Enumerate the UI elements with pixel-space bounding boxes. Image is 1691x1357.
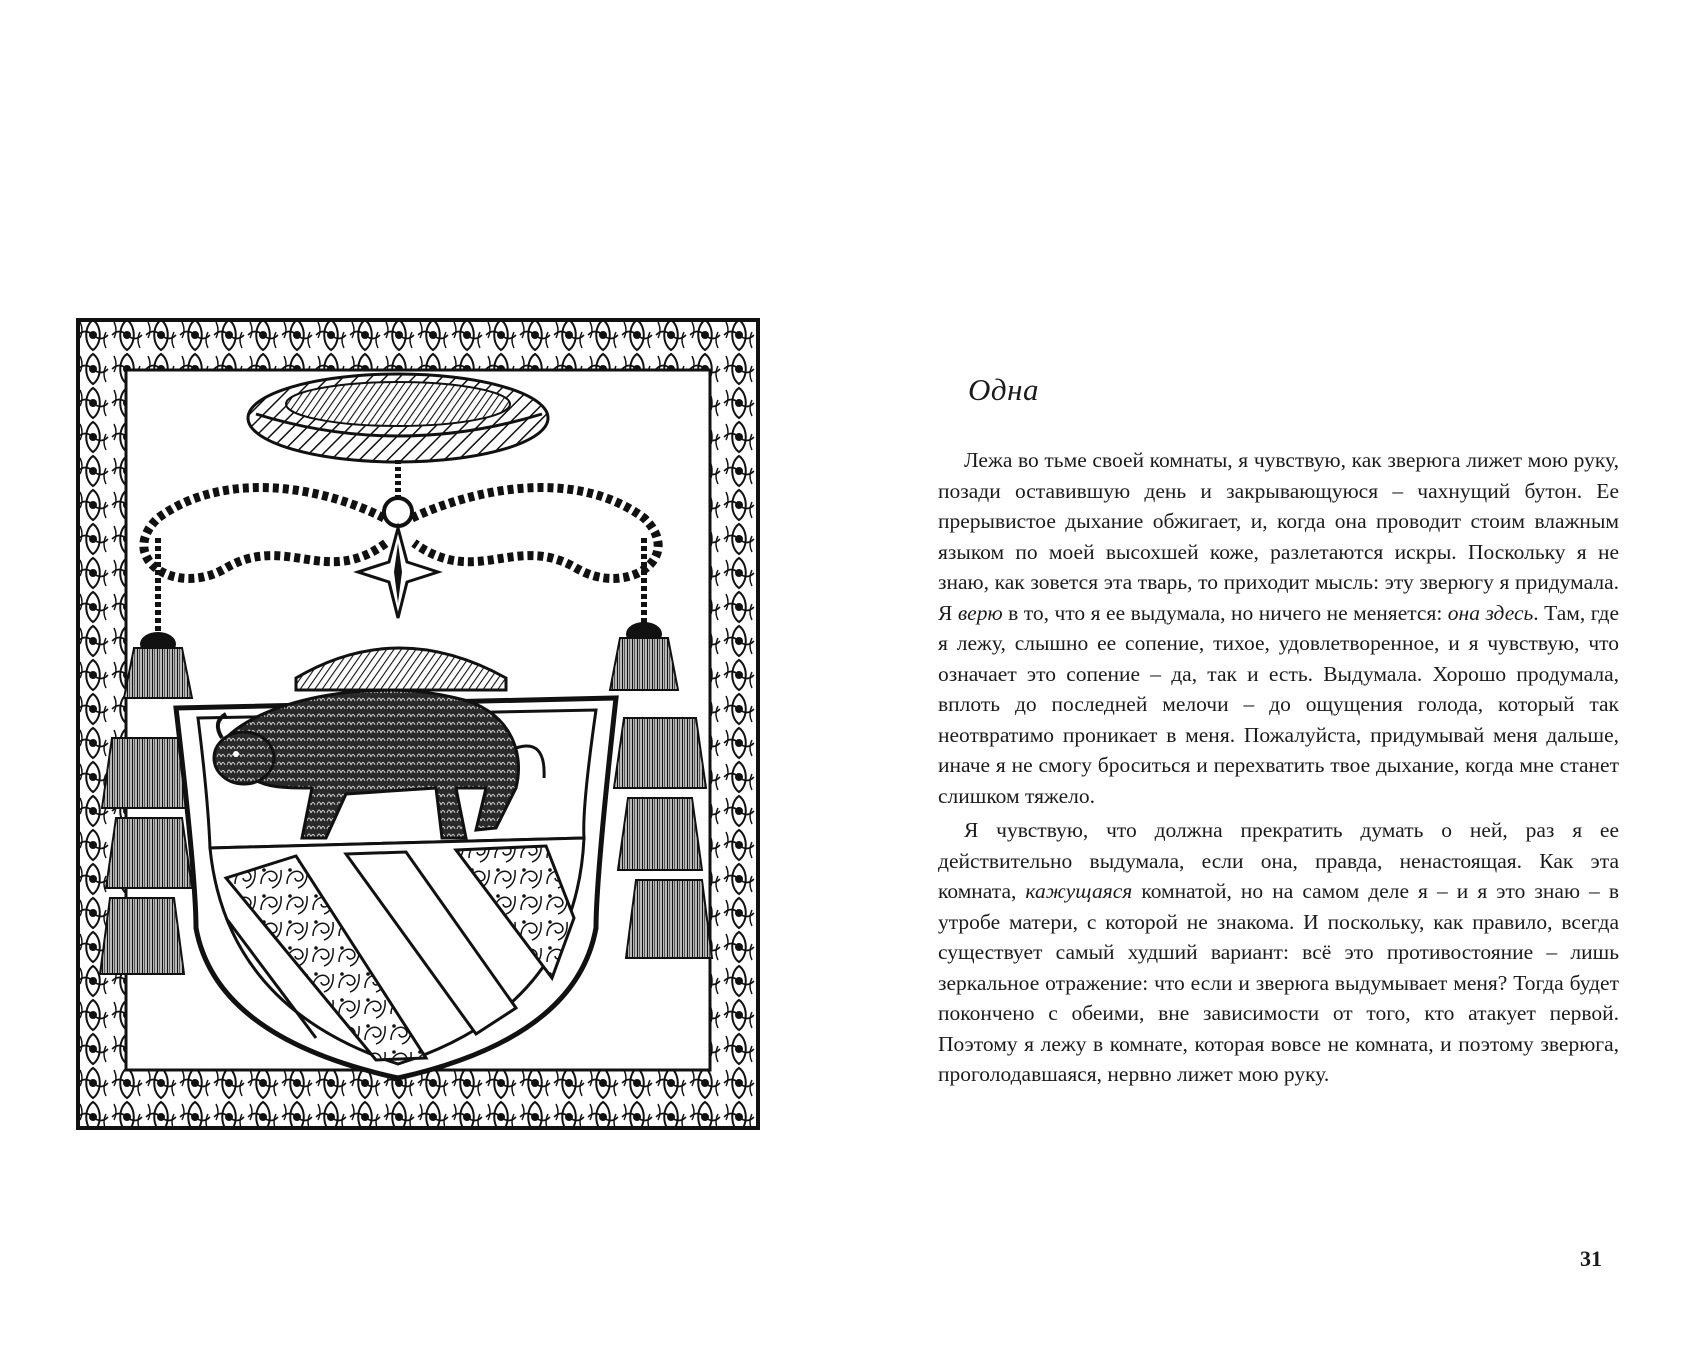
paragraph-1 <box>938 445 1619 811</box>
paragraph-2-italic-1: кажущаяся <box>1025 879 1133 903</box>
paragraph-2-text-2: комнатой, но на самом деле я – и я это знаю – в утробе матери, с которой не знакома. И поскольку, как правило, всегда существует самый худший вариант: всё это противостояние – лишь зеркальное отражение: что если и зверюга выдумывает меня? Тогда будет покончено с обеими, вне зависимости от того, кто атакует первой. Поэтому я лежу в комнате, которая вовсе не комната, и поэтому зверюга, проголодавшаяся, нервно лижет мою руку. <box>938 879 1619 1086</box>
woodcut-illustration <box>76 318 760 1130</box>
heraldic-woodcut-icon <box>76 318 760 1130</box>
paragraph-1-text-2: в то, что я ее выдумала, но ничего не меняется: <box>1002 600 1448 625</box>
paragraph-2-text-1: Я чувствую, что должна прекратить думать о ней, раз я ее действительно выдумала, если она, правда, ненастоящая. Как эта комната, <box>938 818 1619 903</box>
chapter-title: Одна <box>968 372 1039 407</box>
paragraph-1-text-3: . Там, где я лежу, слышно ее сопение, тихое, удовлетворенное, и я чувствую, что означает это сопение – да, так и есть. Выдумала. Хорошо продумала, вплоть до последней мелочи – до ощущения голода, который так неотвратимо проникает в меня. Пожалуйста, придумывай меня дальше, иначе я не смогу броситься и перехватить твое дыхание, когда мне станет слишком тяжело. <box>938 600 1620 808</box>
page-number: 31 <box>1580 1246 1602 1271</box>
paragraph-1-italic-1: верю <box>957 600 1003 625</box>
text-page <box>938 372 1619 1090</box>
paragraph-1-italic-2: она здесь <box>1447 600 1534 625</box>
paragraph-1-text-1: Лежа во тьме своей комнаты, я чувствую, как зверюга лижет мою руку, позади оставившую день и закрывающуюся – чахнущий бутон. Ее прерывистое дыхание обжигает, и, когда она проводит стоим влажным языком по моей высохшей коже, разлетаются искры. Поскольку я не знаю, как зовется эта тварь, то приходит мысль: эту зверюгу я придумала. Я <box>938 448 1619 625</box>
paragraph-2 <box>938 815 1619 1090</box>
